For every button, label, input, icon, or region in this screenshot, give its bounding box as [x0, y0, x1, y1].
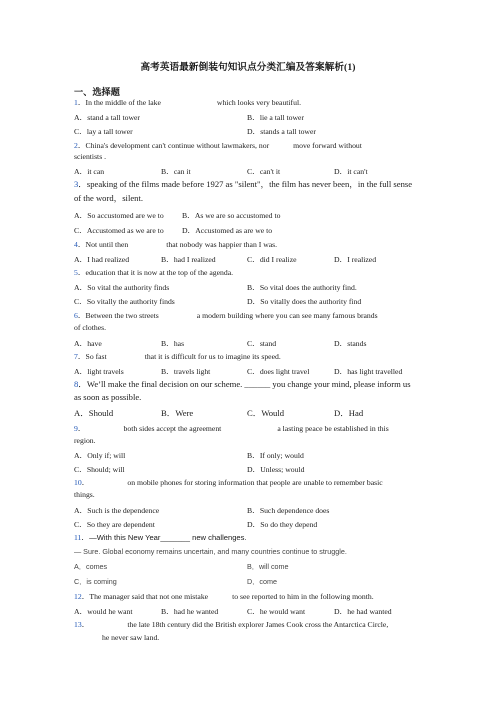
option-b[interactable]: B．Were — [161, 408, 194, 418]
option-a[interactable]: A．it can — [74, 167, 105, 176]
question-6-stem-cont: of clothes. — [74, 323, 107, 332]
option-a[interactable]: A．have — [74, 339, 102, 348]
question-10-stem-cont: things. — [74, 490, 95, 499]
option-c[interactable]: C．Would — [247, 408, 285, 418]
option-a[interactable]: A．So vital the authority finds — [74, 283, 170, 292]
option-a[interactable]: A．comes — [74, 562, 108, 571]
question-number: 2 — [74, 141, 78, 150]
question-2-stem: 2．China's development can't continue without lawmakers, nor move forward without — [74, 141, 362, 150]
question-11-dialogue: — Sure. Global economy remains uncertain, and many countries continue to struggle. — [74, 547, 347, 556]
option-c[interactable]: C．Should; will — [74, 465, 125, 474]
option-d[interactable]: D．he had wanted — [334, 607, 392, 616]
option-d[interactable]: D．So do they depend — [247, 520, 318, 529]
option-a[interactable]: A．I had realized — [74, 255, 130, 264]
question-2-stem-cont: scientists . — [74, 152, 107, 161]
option-b[interactable]: B．Such dependence does — [247, 506, 330, 515]
option-b[interactable]: B．can it — [161, 167, 191, 176]
question-number: 11 — [74, 533, 82, 542]
question-number: 9 — [74, 424, 78, 433]
option-a[interactable]: A．Such is the dependence — [74, 506, 160, 515]
question-11-stem: 11．—With this New Year_______ new challenges. — [74, 533, 247, 542]
question-13-stem: 13． the late 18th century did the British explorer James Cook cross the Antarctica Circle, — [74, 620, 389, 629]
option-a[interactable]: A．stand a tall tower — [74, 113, 140, 122]
option-a[interactable]: A．Should — [74, 408, 114, 418]
option-c[interactable]: C．can't it — [247, 167, 281, 176]
option-b[interactable]: B．had I realized — [161, 255, 216, 264]
question-number: 12 — [74, 592, 82, 601]
option-b[interactable]: B．So vital does the authority find. — [247, 283, 357, 292]
question-8-stem: 8．We’ll make the final decision on our scheme. ______ you change your mind, please inform us — [74, 379, 411, 389]
option-c[interactable]: C．stand — [247, 339, 277, 348]
question-number: 6 — [74, 311, 78, 320]
option-b[interactable]: B．has — [161, 339, 185, 348]
option-b[interactable]: B．As we are so accustomed to — [182, 211, 281, 220]
option-b[interactable]: B．will come — [247, 562, 289, 571]
document-title: 高考英语最新倒装句知识点分类汇编及答案解析(1) — [140, 62, 356, 73]
question-3-stem-cont: of the word，silent. — [74, 193, 143, 203]
question-number: 5 — [74, 268, 78, 277]
option-a[interactable]: A．light travels — [74, 367, 124, 376]
option-d[interactable]: D．stands a tall tower — [247, 127, 316, 136]
option-c[interactable]: C．he would want — [247, 607, 306, 616]
question-6-stem: 6．Between the two streets a modern building where you can see many famous brands — [74, 311, 378, 320]
question-3-stem: 3．speaking of the films made before 1927 as "silent"，the film has never been，in the full sense — [74, 179, 413, 189]
option-d[interactable]: D．come — [247, 577, 277, 586]
option-a[interactable]: A．would he want — [74, 607, 133, 616]
option-d[interactable]: D．I realized — [334, 255, 377, 264]
option-d[interactable]: D．Unless; would — [247, 465, 305, 474]
option-c[interactable]: C．So they are dependent — [74, 520, 155, 529]
question-8-stem-cont: as soon as possible. — [74, 392, 142, 402]
option-c[interactable]: C．lay a tall tower — [74, 127, 133, 136]
option-b[interactable]: B．lie a tall tower — [247, 113, 304, 122]
question-number: 7 — [74, 352, 78, 361]
option-a[interactable]: A．Only if; will — [74, 451, 126, 460]
question-number: 10 — [74, 478, 82, 487]
question-number: 1 — [74, 98, 78, 107]
option-c[interactable]: C．Accustomed as we are to — [74, 226, 164, 235]
option-d[interactable]: D．Had — [334, 408, 364, 418]
option-d[interactable]: D．it can't — [334, 167, 368, 176]
option-b[interactable]: B．had he wanted — [161, 607, 219, 616]
option-b[interactable]: B．travels light — [161, 367, 211, 376]
question-1-stem: 1．In the middle of the lake which looks very beautiful. — [74, 98, 302, 107]
option-d[interactable]: D．has light travelled — [334, 367, 403, 376]
option-c[interactable]: C．So vitally the authority finds — [74, 297, 175, 306]
question-number: 13 — [74, 620, 82, 629]
option-a[interactable]: A．So accustomed are we to — [74, 211, 164, 220]
question-7-stem: 7．So fast that it is difficult for us to imagine its speed. — [74, 352, 281, 361]
question-number: 8 — [74, 379, 79, 389]
question-number: 4 — [74, 240, 78, 249]
question-10-stem: 10． on mobile phones for storing information that people are unable to remember basic — [74, 478, 383, 487]
question-12-stem: 12．The manager said that not one mistake to see reported to him in the following month. — [74, 592, 374, 601]
question-5-stem: 5．education that it is now at the top of the agenda. — [74, 268, 234, 277]
option-d[interactable]: D．So vitally does the authority find — [247, 297, 362, 306]
question-9-stem: 9． both sides accept the agreement a lasting peace be established in this — [74, 424, 389, 433]
option-d[interactable]: D．Accustomed as are we to — [182, 226, 273, 235]
question-9-stem-cont: region. — [74, 436, 96, 445]
question-4-stem: 4．Not until then that nobody was happier than I was. — [74, 240, 278, 249]
question-number: 3 — [74, 179, 79, 189]
option-c[interactable]: C．did I realize — [247, 255, 297, 264]
option-b[interactable]: B．If only; would — [247, 451, 304, 460]
question-13-stem-cont: he never saw land. — [102, 633, 160, 642]
option-c[interactable]: C．does light travel — [247, 367, 310, 376]
option-c[interactable]: C．is coming — [74, 577, 117, 586]
section-heading: 一、选择题 — [74, 87, 120, 97]
option-d[interactable]: D．stands — [334, 339, 367, 348]
